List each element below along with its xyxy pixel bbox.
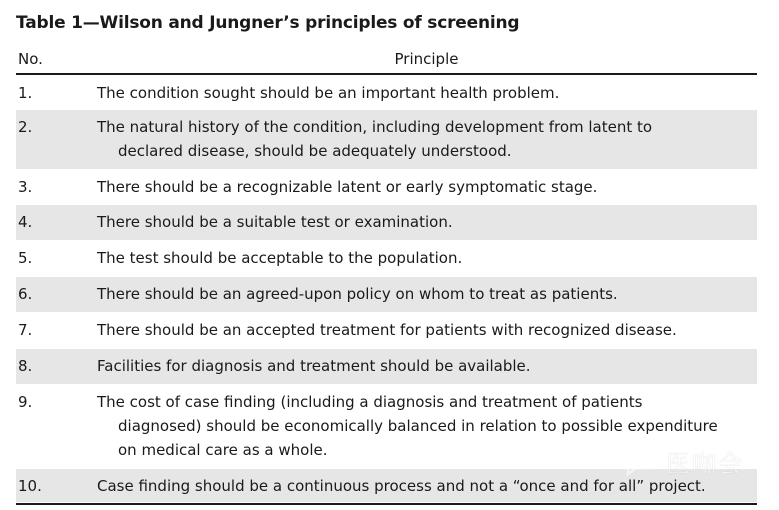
principle-line: diagnosed) should be economically balanced in relation to possible expenditure [118, 417, 718, 435]
row-principle [97, 354, 757, 378]
principle-line: Case finding should be a continuous process and not a “once and for all” project. [97, 477, 706, 495]
table-row [16, 241, 757, 277]
header-rule [16, 73, 757, 75]
row-number: 3. [18, 178, 33, 196]
principle-line: The cost of case finding (including a diagnosis and treatment of patients [97, 393, 643, 411]
principle-line: There should be a recognizable latent or early symptomatic stage. [97, 178, 598, 196]
table-header-row [16, 44, 757, 74]
bottom-rule [16, 503, 757, 505]
row-number: 1. [18, 84, 33, 102]
row-principle [97, 210, 757, 234]
principle-line: There should be an agreed-upon policy on whom to treat as patients. [97, 285, 618, 303]
row-principle [97, 115, 757, 163]
principle-line: There should be a suitable test or examination. [97, 213, 453, 231]
watermark-text: 医咖会 [666, 450, 744, 478]
row-number: 2. [18, 118, 33, 136]
principle-line: The test should be acceptable to the population. [97, 249, 463, 267]
table-title: Table 1—Wilson and Jungner’s principles of screening [16, 13, 520, 33]
header-principle: Principle [394, 50, 459, 68]
principle-line: declared disease, should be adequately understood. [118, 142, 512, 160]
row-principle [97, 318, 757, 342]
principle-line: on medical care as a whole. [118, 441, 328, 459]
chat-bubble-logo-icon [620, 442, 660, 476]
watermark [620, 440, 770, 480]
table-row [16, 277, 757, 313]
header-no: No. [18, 50, 43, 68]
principle-line: The natural history of the condition, including development from latent to [97, 118, 653, 136]
row-number: 7. [18, 321, 33, 339]
principle-line: The condition sought should be an important health problem. [97, 84, 560, 102]
row-number: 10. [18, 477, 42, 495]
row-number: 5. [18, 249, 33, 267]
principle-line: Facilities for diagnosis and treatment should be available. [97, 357, 531, 375]
row-number: 9. [18, 393, 33, 411]
table-row [16, 110, 757, 170]
table-row [16, 76, 757, 110]
row-principle [97, 81, 757, 105]
row-principle [97, 175, 757, 199]
row-principle [97, 282, 757, 306]
table-row [16, 205, 757, 241]
table-row [16, 349, 757, 385]
row-number: 8. [18, 357, 33, 375]
principle-line: There should be an accepted treatment for patients with recognized disease. [97, 321, 677, 339]
table-row [16, 313, 757, 349]
row-number: 6. [18, 285, 33, 303]
row-principle [97, 246, 757, 270]
table-row [16, 170, 757, 205]
row-number: 4. [18, 213, 33, 231]
